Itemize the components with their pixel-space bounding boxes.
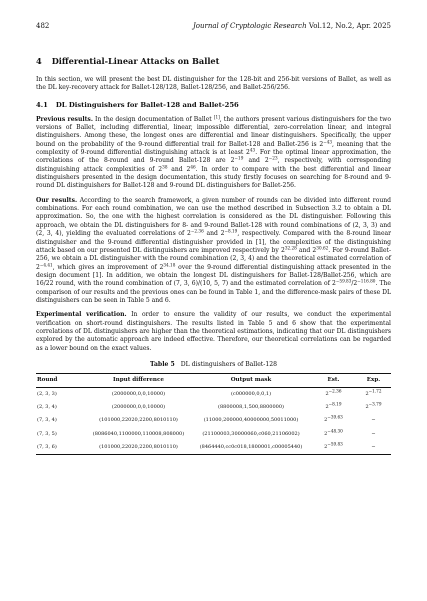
cell-exp	[356, 441, 391, 455]
subsection-number: 4.1	[36, 100, 48, 109]
exp-exponent: −3.79	[368, 401, 382, 407]
cell-round: (2, 3, 4)	[37, 404, 57, 411]
cell-est	[311, 387, 356, 401]
journal-issue: Vol.12, No.2, Apr. 2025	[308, 22, 391, 30]
table-row	[36, 441, 391, 455]
exponent: 43	[249, 147, 256, 153]
est-exponent: −59.83	[327, 441, 343, 447]
exponent: −59.83	[335, 278, 352, 284]
cell-round: (7, 3, 6)	[36, 441, 86, 455]
cell-input-difference: (8086040,1100000,110008,808000)	[92, 430, 185, 437]
column-header-est: Est.	[311, 373, 356, 387]
experimental-verification-paragraph	[36, 311, 391, 353]
paragraph-text: . The comparison of our results and the previous ones can be found in Table 1, and the difference-mask pairs of these DL distinguishers can be seen in Table 5 and 6.	[36, 280, 391, 304]
paragraph-text: In the design documentation of Ballet	[92, 115, 214, 123]
paragraph-lead: Previous results.	[36, 115, 93, 123]
citation: [1]	[213, 114, 220, 120]
paragraph-text: In order to ensure the validity of our results, we conduct the experimental verification on short-round distinguishers. The results listed in Table 5 and 6 show that the experimental correlations of DL distinguishers are higher than the theoretical estimations, indicating that our DL distinguishers explored by the automatic approach are indeed effective. Therefore, our theoretical correlations can be regarded as a lower bound on the exact values.	[36, 311, 392, 352]
table-row	[36, 387, 391, 401]
cell-exp	[356, 387, 391, 401]
cell-output-mask: (c000000,0,0,1)	[230, 391, 272, 398]
cell-exp	[356, 401, 391, 414]
paragraph-text: and 2	[167, 165, 191, 173]
est-base: 2	[324, 430, 328, 437]
paragraph-text: /2	[351, 280, 358, 288]
paper-page	[36, 22, 391, 455]
est-exponent: −2.36	[328, 388, 342, 394]
exp-base: −	[371, 417, 376, 424]
exp-base: −	[371, 430, 376, 437]
cell-round: (7, 3, 4)	[37, 417, 57, 424]
exponent: 30.62	[316, 245, 329, 251]
column-header-round: Round	[36, 373, 86, 387]
table-label: Table 5	[150, 360, 175, 368]
est-exponent: −48.30	[327, 428, 343, 434]
paragraph-text: According to the search framework, a given number of rounds can be divided into different round combinations. For each round combination, we can use the method described in Subsection 3.2 to obtain a DL approximation. So, the one with the highest correlation is considered as the DL distinguisher. Following this approach, we obtain the DL distinguishers for 8- and 9-round Ballet-128 with round combinations of (2, 3, 3) and (2, 3, 4), yielding the evaluated correlations of 2	[36, 196, 391, 238]
cell-output-mask: (8464440,cc0c018,1800001,c00005440)	[191, 441, 311, 455]
cell-input-difference: (2000000,0,0,10000)	[111, 391, 166, 398]
section-heading	[36, 56, 391, 66]
paragraph-text: , meaning that the complexity of 9-round differential distinguishing attack is at least 2	[36, 140, 392, 157]
est-base: 2	[324, 443, 328, 450]
table-row	[36, 428, 391, 441]
est-exponent: −8.19	[328, 401, 342, 407]
dl-distinguishers-table	[36, 373, 391, 455]
est-base: 2	[325, 391, 329, 398]
exponent: −2.36	[190, 228, 204, 234]
paragraph-lead: Our results.	[36, 196, 78, 204]
est-base: 2	[324, 417, 328, 424]
running-header	[36, 22, 391, 31]
cell-est	[311, 414, 356, 427]
exponent: −43	[323, 139, 333, 145]
table-caption	[36, 361, 391, 369]
paragraph-text: . For 9-round Ballet-256, we obtain a DL distinguisher with the round combination (2, 3, 4) and the theoretical estimated correlation of 2	[36, 246, 392, 271]
paragraph-text: . In order to compare with the best differential and linear distinguishers presented in the design documentation, this study firstly focuses on searching for 8-round and 9-round DL distinguishers for Ballet-128 and 9-round DL distinguishers for Ballet-256.	[36, 165, 392, 190]
exponent: 34.18	[163, 262, 176, 268]
exponent: −8.19	[224, 228, 238, 234]
est-exponent: −39.63	[327, 415, 343, 421]
paragraph-text: . For the optimal linear approximation, the correlations of the 8-round and 9-round Ballet-128 are 2	[36, 149, 391, 165]
cell-est	[311, 401, 356, 414]
cell-exp	[356, 428, 391, 441]
paragraph-text: over the 9-round differential distinguishing attack presented in the design document [1]. In addition, we obtain the longest DL distinguishers for Ballet-128/Ballet-256, which are 16/22 round, with the round combination of (7, 3, 6)/(10, 5, 7) and the estimated correlation of 2	[36, 263, 391, 288]
journal-name: Journal of Cryptologic Research	[192, 22, 307, 30]
page-number: 482	[36, 22, 50, 30]
paragraph-text: and 2	[296, 246, 317, 254]
cell-round: (7, 3, 5)	[37, 430, 57, 437]
exponent: 32.28	[284, 245, 297, 251]
exponent: −19	[234, 156, 244, 162]
cell-output-mask: (21100003,30000060,c060,21106002)	[202, 430, 300, 437]
exp-base: −	[371, 443, 376, 450]
paragraph-text: , the authors present various distinguishers for the two versions of Ballet, including differential, linear, impossible differential, zero-correlation linear, and integral distinguishers. Among these, the longest ones are differential and linear distinguishers. Specifically, the upper bound on the probability of the 9-round differential trail for Ballet-128 and Ballet-256 is 2	[36, 115, 391, 148]
section-number: 4	[36, 56, 42, 66]
section-title: Differential-Linear Attacks on Ballet	[51, 56, 220, 66]
exponent: −23	[268, 156, 278, 162]
subsection-heading	[36, 101, 391, 110]
paragraph-text: , which gives an improvement of 2	[52, 263, 164, 271]
paragraph-text: and 2	[203, 230, 225, 238]
cell-est	[311, 428, 356, 441]
table-caption-text: DL distinguishers of Ballet-128	[180, 360, 277, 368]
exp-base: 2	[365, 404, 369, 411]
cell-est	[311, 441, 356, 455]
cell-exp	[356, 414, 391, 427]
cell-input-difference: (2000000,0,0,10000)	[111, 404, 166, 411]
subsection-title: DL Distinguishers for Ballet-128 and Ballet-256	[55, 100, 239, 109]
column-header-exp: Exp.	[356, 373, 391, 387]
table-row	[36, 414, 391, 427]
column-header-output-mask: Output mask	[191, 373, 311, 387]
table-header-row	[36, 373, 391, 387]
previous-results-paragraph	[36, 116, 391, 191]
our-results-paragraph	[36, 197, 391, 305]
paragraph-text: , respectively. Compared with the 8-round linear distinguisher and the 9-round differential distinguisher provided in [1], the complexities of the distinguishing attack based on our presented DL distinguishers are improved respectively by 2	[36, 230, 392, 254]
cell-output-mask: (8800008,1,500,8800000)	[218, 404, 284, 411]
section-intro: In this section, we will present the best DL distinguisher for the 128-bit and 256-bit versions of Ballet, as well as the DL key-recovery attack for Ballet-128/128, Ballet-128/256, and Ballet-256/256.	[36, 76, 391, 92]
est-base: 2	[325, 404, 329, 411]
exp-exponent: −1.72	[368, 388, 382, 394]
exponent: 46	[190, 164, 196, 170]
cell-round: (2, 3, 3)	[37, 391, 57, 398]
exponent: 38	[162, 164, 168, 170]
cell-input-difference: (101000,22020,2200,8010110)	[99, 417, 178, 424]
cell-output-mask: (11000,200000,40000000,50011000)	[203, 417, 299, 424]
exponent: −4.41	[39, 262, 53, 268]
column-header-input-difference: Input difference	[86, 373, 191, 387]
paragraph-text: , respectively, with corresponding distinguishing attack complexities of 2	[36, 157, 392, 173]
journal-info	[193, 22, 391, 31]
table-row	[36, 401, 391, 414]
paragraph-text: and 2	[243, 157, 269, 165]
paragraph-lead: Experimental verification.	[36, 311, 127, 319]
exponent: −116.80	[357, 278, 376, 284]
cell-input-difference: (101000,22020,2200,8010110)	[86, 441, 191, 455]
exp-base: 2	[365, 391, 369, 398]
